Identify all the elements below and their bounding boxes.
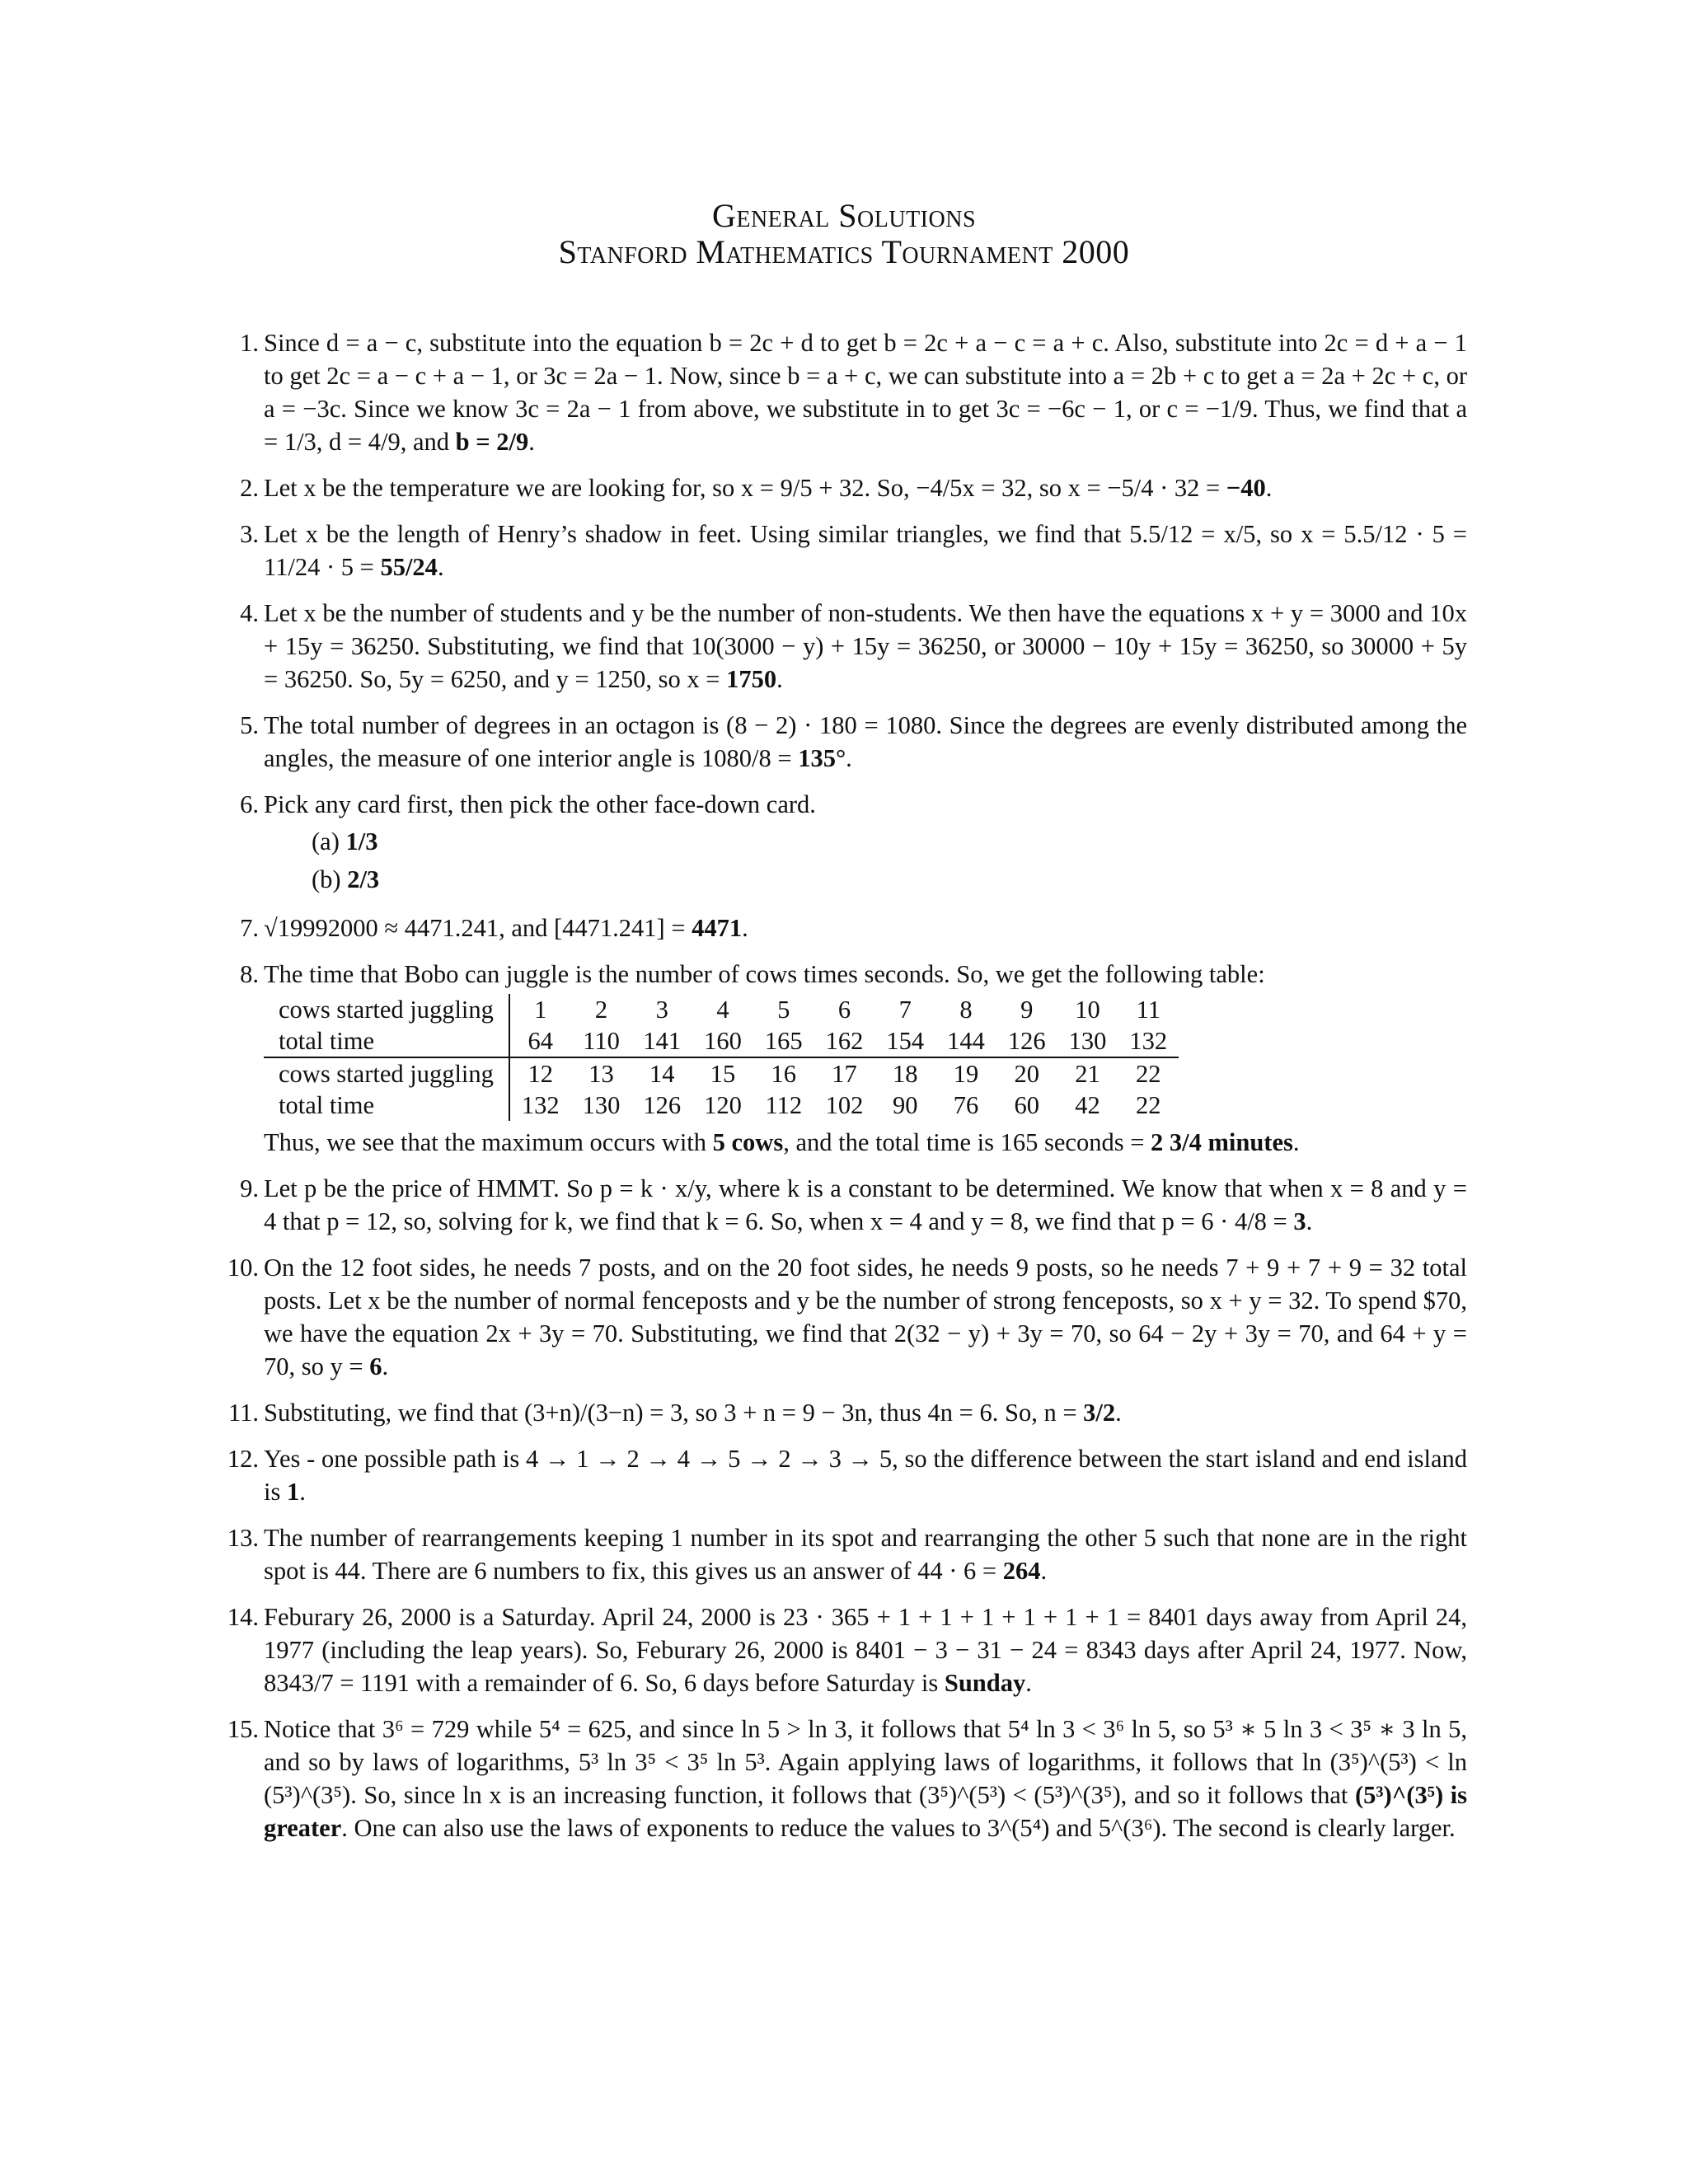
answer-11: 3/2 xyxy=(1083,1399,1116,1427)
answer-6b: 2/3 xyxy=(347,865,380,893)
answer-15: (5³)^(3⁵) is greater xyxy=(264,1781,1468,1842)
table-row: cows started juggling 12 13 14 15 16 17 18 19 20 21 22 xyxy=(264,1057,1179,1090)
answer-6a: 1/3 xyxy=(345,827,378,855)
answer-5: 135° xyxy=(798,744,846,772)
answer-4: 1750 xyxy=(726,665,777,693)
problem-14: 14. Feburary 26, 2000 is a Saturday. April 24, 2000 is 23 · 365 + 1 + 1 + 1 + 1 + 1 + 1 = 8401 days away from April 24, 1977 (including the leap years). So, Feburary 26, 2000 is 8401 − 3 − 31 − 24 = 8343 days after April 24, 1977. Now, 8343/7 = 1191 with a remainder of 6. So, 6 days before Saturday is Sunday. xyxy=(227,1603,1467,1697)
answer-3: 55/24 xyxy=(380,553,438,581)
juggling-table xyxy=(264,994,1179,1121)
problem-13: 13. The number of rearrangements keeping 1 number in its spot and rearranging the other 5 such that none are in the right spot is 44. There are 6 numbers to fix, this gives us an answer of 44 · 6 = 264. xyxy=(227,1524,1467,1585)
problem-7: 7. √19992000 ≈ 4471.241, and [4471.241] = 4471. xyxy=(240,914,748,942)
problem-8: 8. The time that Bobo can juggle is the number of cows times seconds. So, we get the following table: cows started juggling 1 2 3 4 5 6 7 8 9 10 11 total time 64 110 141 160 165 162 154 144 126 130 132 cows started juggling 12 13 14 15 16 17 18 19 20 21 22 total time 132 130 126 120 112 102 90 76 60 42 22 Thus, we see that the maximum occurs with 5 cows, and the total time is 165 seconds = 2 3/4 minutes. xyxy=(229,958,1467,1159)
problem-6: 6. Pick any card first, then pick the other face-down card. (a) 1/3 (b) 2/3 xyxy=(229,788,1467,898)
answer-7: 4471 xyxy=(692,914,743,942)
answer-10: 6 xyxy=(369,1352,382,1380)
answer-9: 3 xyxy=(1293,1207,1306,1235)
problem-2: 2. Let x be the temperature we are looking for, so x = 9/5 + 32. So, −4/5x = 32, so x = −5/4 · 32 = −40. xyxy=(240,474,1273,502)
page-title: General Solutions xyxy=(711,197,977,234)
answer-1: b = 2/9 xyxy=(455,428,529,456)
table-row: cows started juggling 1 2 3 4 5 6 7 8 9 10 11 xyxy=(264,994,1179,1025)
answer-14: Sunday xyxy=(944,1669,1026,1697)
problem-1: 1. Since d = a − c, substitute into the equation b = 2c + d to get b = 2c + a − c = a + c. Also, substitute into 2c = d + a − 1 to get 2c = a − c + a − 1, or 3c = 2a − 1. Now, since b = a + c, we can substitute into a = 2b + c to get a = 2a + 2c + c, or a = −3c. Since we know 3c = 2a − 1 from above, we substitute in to get 3c = −6c − 1, or c = −1/9. Thus, we find that a = 1/3, d = 4/9, and b = 2/9. xyxy=(240,329,1467,456)
answer-8: 2 3/4 minutes xyxy=(1151,1128,1293,1156)
problem-11: 11. Substituting, we find that (3+n)/(3−n) = 3, so 3 + n = 9 − 3n, thus 4n = 6. So, n = 3/2. xyxy=(228,1399,1122,1427)
problem-4: 4. Let x be the number of students and y be the number of non-students. We then have the equations x + y = 3000 and 10x + 15y = 36250. Substituting, we find that 10(3000 − y) + 15y = 36250, or 30000 − 10y + 15y = 36250, so 30000 + 5y = 36250. So, 5y = 6250, and y = 1250, so x = 1750. xyxy=(240,599,1467,693)
problem-10: 10. On the 12 foot sides, he needs 7 posts, and on the 20 foot sides, he needs 9 posts, so he needs 7 + 9 + 7 + 9 = 32 total posts. Let x be the number of normal fenceposts and y be the number of strong fenceposts, so x + y = 32. To spend $70, we have the equation 2x + 3y = 70. Substituting, we find that 2(32 − y) + 3y = 70, so 64 − 2y + 3y = 70, and 64 + y = 70, so y = 6. xyxy=(227,1254,1467,1380)
problem-5: 5. The total number of degrees in an octagon is (8 − 2) · 180 = 1080. Since the degrees are evenly distributed among the angles, the measure of one interior angle is 1080/8 = 135°. xyxy=(240,711,1467,772)
part-b: (b) 2/3 xyxy=(312,865,380,893)
part-a: (a) 1/3 xyxy=(312,827,378,855)
problem-3: 3. Let x be the length of Henry’s shadow in feet. Using similar triangles, we find that 5.5/12 = x/5, so x = 5.5/12 · 5 = 11/24 · 5 = 55/24. xyxy=(240,520,1467,581)
answer-12: 1 xyxy=(286,1478,300,1506)
answer-13: 264 xyxy=(1002,1557,1041,1585)
problem-15: 15. Notice that 3⁶ = 729 while 5⁴ = 625, and since ln 5 > ln 3, it follows that 5⁴ ln 3 < 3⁶ ln 5, so 5³ ∗ 5 ln 3 < 3⁵ ∗ 3 ln 5, and so by laws of logarithms, 5³ ln 3⁵ < 3⁵ ln 5³. Again applying laws of logarithms, it follows that ln (3⁵)^(5³) < ln (5³)^(3⁵). So, since ln x is an increasing function, it follows that (3⁵)^(5³) < (5³)^(3⁵), and so it follows that (5³)^(3⁵) is greater. One can also use the laws of exponents to reduce the values to 3^(5⁴) and 5^(3⁶). The second is clearly larger. xyxy=(227,1715,1468,1842)
answer-8-cows: 5 cows xyxy=(712,1128,784,1156)
problem-12: 12. Yes - one possible path is 4 → 1 → 2 → 4 → 5 → 2 → 3 → 5, so the difference between the start island and end island is 1. xyxy=(227,1445,1467,1506)
table-row: total time 132 130 126 120 112 102 90 76 60 42 22 xyxy=(264,1090,1179,1121)
problem-9: 9. Let p be the price of HMMT. So p = k · x/y, where k is a constant to be determined. We know that when x = 8 and y = 4 that p = 12, so, solving for k, we find that k = 6. So, when x = 4 and y = 8, we find that p = 6 · 4/8 = 3. xyxy=(240,1174,1467,1235)
page-subtitle: Stanford Mathematics Tournament 2000 xyxy=(558,233,1130,270)
problem-8-conclusion: Thus, we see that the maximum occurs with 5 cows, and the total time is 165 seconds = 2 3/4 minutes. xyxy=(264,1128,1300,1156)
answer-2: −40 xyxy=(1226,474,1266,502)
solutions-list xyxy=(229,326,1467,1858)
problem-6-parts xyxy=(264,823,1467,898)
table-row: total time 64 110 141 160 165 162 154 144 126 130 132 xyxy=(264,1025,1179,1057)
